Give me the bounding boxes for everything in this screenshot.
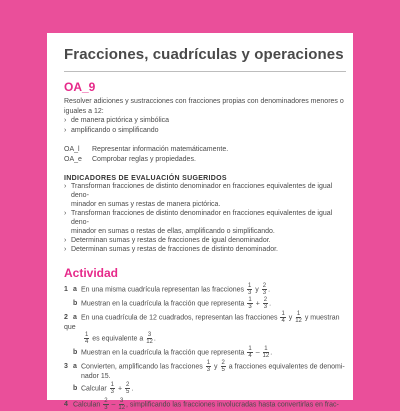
fraction-numerator: 1: [206, 360, 211, 366]
page-title: Fracciones, cuadrículas y operaciones: [64, 46, 344, 63]
indicador-line: Transforman fracciones de distinto denominador en fracciones equivalentes de igual deno-: [71, 183, 333, 199]
arrow-bullet-icon: ›: [64, 210, 67, 217]
fraction-numerator: 1: [84, 332, 89, 338]
question-2a: [64, 311, 346, 331]
indicador-line: Determinan sumas y restas de fracciones de igual denominador.: [71, 237, 271, 244]
actividad-title: Actividad: [64, 266, 119, 280]
oa-bullet: [64, 126, 346, 136]
fraction: [262, 346, 273, 359]
operator: –: [255, 349, 260, 357]
question-text: En una misma cuadrícula representan las fracciones: [81, 286, 245, 294]
question-text: es equivalente a: [92, 335, 144, 343]
fraction-denominator: 3: [262, 290, 267, 296]
arrow-bullet-icon: ›: [64, 246, 67, 253]
question-letter: a: [73, 363, 77, 371]
question-text: .: [131, 385, 134, 393]
question-letter: a: [73, 286, 77, 294]
indicadores-list: [64, 182, 346, 254]
fraction-denominator: 12: [295, 318, 302, 324]
fraction-denominator: 12: [146, 339, 153, 345]
question-text: Muestran en la cuadrícula la fracción que representa: [81, 300, 245, 308]
oa-description: [64, 97, 346, 116]
fraction: [247, 346, 252, 359]
question-text: Calcular: [81, 385, 107, 393]
fraction: [206, 360, 211, 373]
fraction-denominator: 3: [248, 304, 252, 310]
fraction-numerator: 1: [247, 283, 252, 289]
fraction-numerator: 1: [264, 346, 268, 352]
fraction-numerator: 2: [263, 297, 268, 303]
fraction: [125, 382, 130, 395]
indicador-line: Transforman fracciones de distinto denominador en fracciones equivalentes de igual deno-: [71, 210, 333, 226]
fraction-denominator: 4: [248, 353, 252, 359]
fraction: [146, 332, 153, 345]
fraction: [110, 382, 115, 395]
fraction-denominator: 3: [110, 389, 114, 395]
question-text: y: [288, 314, 293, 322]
fraction: [262, 283, 267, 296]
fraction-denominator: 4: [281, 318, 285, 324]
question-3a-line2: [64, 373, 346, 380]
question-letter: b: [73, 300, 78, 308]
indicador-line: minador en sumas o restas de ellas, amplificando o simplificando.: [71, 228, 275, 235]
indicador-item: [64, 245, 346, 254]
document-page: [47, 33, 353, 411]
arrow-bullet-icon: ›: [64, 237, 67, 244]
fraction: [103, 398, 108, 411]
indicador-item: [64, 236, 346, 245]
question-text: Calculan: [73, 401, 101, 409]
question-text: .: [270, 349, 273, 357]
question-letter: a: [73, 314, 77, 322]
fraction-numerator: 2: [221, 360, 225, 366]
fraction-denominator: 3: [247, 290, 252, 296]
question-number: 4: [64, 401, 68, 409]
fraction-denominator: 3: [104, 405, 108, 411]
question-text: .: [268, 286, 271, 294]
fraction-numerator: 2: [104, 398, 108, 404]
indicador-line: Determinan sumas y restas de fracciones de distinto denominador.: [71, 246, 278, 253]
fraction-numerator: 2: [125, 382, 130, 388]
title-divider: [64, 71, 346, 72]
question-text: Convierten, amplificando las fracciones: [81, 363, 203, 371]
question-text: , simplificando las fracciones involucradas hasta convertirlas en frac-: [126, 401, 339, 409]
fraction-denominator: 12: [118, 405, 126, 411]
fraction-numerator: 1: [296, 311, 301, 317]
question-text: .: [269, 300, 272, 308]
oa-indicator-row: [64, 145, 346, 155]
fraction: [263, 297, 268, 310]
fraction-denominator: 3: [263, 304, 268, 310]
oa-bullet-text: amplificando o simplificando: [71, 126, 159, 134]
oa-code: OA_9: [64, 80, 96, 94]
oa-indicator-text: Comprobar reglas y propiedades.: [92, 156, 196, 163]
oa-bullet: [64, 116, 346, 126]
indicador-item: [64, 209, 346, 236]
question-3a: [64, 360, 346, 373]
fraction: [295, 311, 302, 324]
question-4: [64, 398, 346, 411]
fraction-numerator: 2: [262, 283, 267, 289]
question-1b: [64, 297, 346, 310]
fraction-numerator: 1: [248, 297, 252, 303]
fraction-numerator: 1: [281, 311, 285, 317]
fraction-numerator: 3: [120, 398, 124, 404]
arrow-bullet-icon: ›: [64, 183, 67, 190]
operator: +: [117, 385, 123, 393]
oa-description-line: iguales a 12:: [64, 107, 104, 115]
fraction: [280, 311, 285, 324]
question-text: .: [153, 335, 156, 343]
oa-bullet-list: [64, 116, 346, 135]
arrow-bullet-icon: ›: [64, 117, 67, 124]
fraction-numerator: 1: [248, 346, 252, 352]
fraction-numerator: 1: [110, 382, 114, 388]
question-text: y muestran que: [64, 314, 340, 331]
arrow-bullet-icon: ›: [64, 126, 67, 134]
operator: –: [111, 401, 116, 409]
question-text: Muestran en la cuadrícula la fracción que representa: [81, 349, 245, 357]
fraction-denominator: 4: [84, 339, 89, 345]
fraction: [118, 398, 125, 411]
oa-bullet-text: de manera pictórica y simbólica: [71, 117, 170, 124]
question-letter: b: [73, 349, 78, 357]
fraction-numerator: 3: [147, 332, 152, 338]
question-letter: b: [73, 385, 78, 393]
question-text: En una cuadrícula de 12 cuadrados, representan las fracciones: [81, 314, 278, 322]
fraction: [247, 283, 252, 296]
question-3b: [64, 382, 346, 395]
fraction: [84, 332, 89, 345]
document-content: [64, 46, 346, 411]
fraction-denominator: 5: [221, 367, 225, 373]
fraction-denominator: 12: [262, 353, 270, 359]
fraction-denominator: 5: [125, 389, 130, 395]
question-number: 3: [64, 363, 68, 371]
question-text: y: [214, 363, 218, 371]
fraction: [221, 360, 226, 373]
question-text: nador 15.: [81, 373, 111, 380]
question-1a: [64, 283, 346, 296]
question-2a-line2: [64, 332, 346, 345]
oa-description-line: Resolver adiciones y sustracciones con fracciones propias con denominadores menores o: [64, 98, 344, 105]
question-text: y: [255, 286, 259, 294]
question-number: 1: [64, 286, 68, 294]
oa-indicators: [64, 145, 346, 165]
question-2b: [64, 346, 346, 359]
oa-indicator-code: OA_e: [64, 156, 82, 163]
indicadores-heading: INDICADORES DE EVALUACIÓN SUGERIDOS: [64, 175, 227, 182]
oa-indicator-code: OA_l: [64, 146, 80, 153]
fraction-denominator: 3: [206, 367, 211, 373]
question-number: 2: [64, 314, 68, 322]
indicador-item: [64, 182, 346, 209]
fraction: [247, 297, 252, 310]
oa-indicator-text: Representar información matemáticamente.: [92, 146, 229, 153]
operator: +: [255, 300, 260, 308]
oa-indicator-row: [64, 155, 346, 165]
question-text: a fracciones equivalentes de denomi-: [228, 363, 345, 371]
indicador-line: minador en sumas y restas de manera pictórica.: [71, 201, 221, 208]
